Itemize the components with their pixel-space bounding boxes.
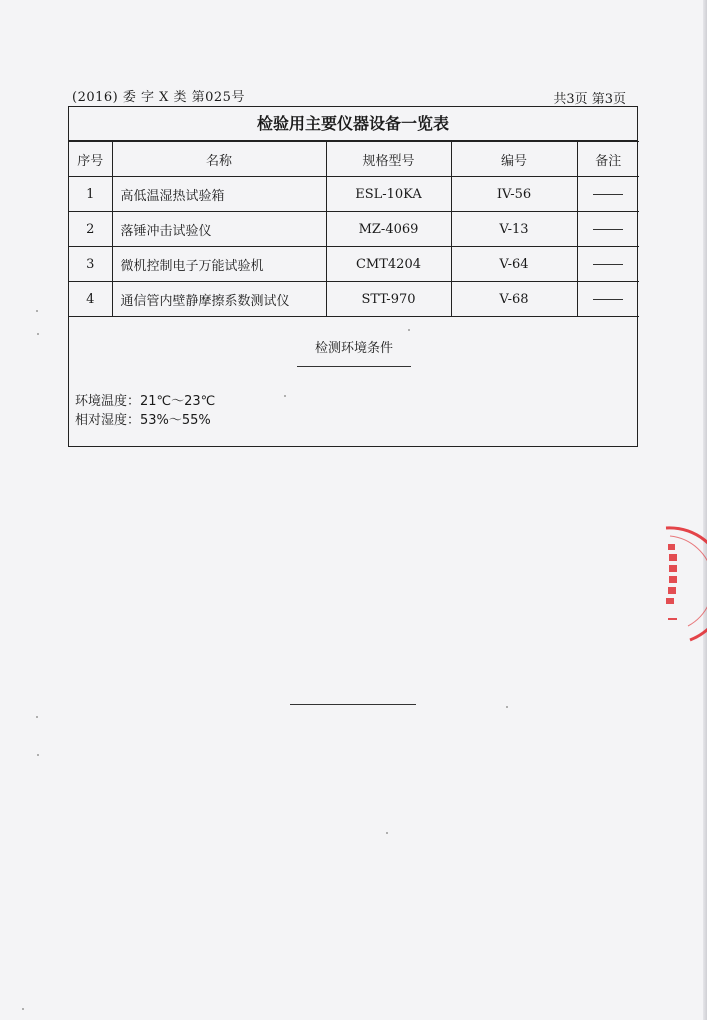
seal-glyphs [666,544,677,620]
row-code: IV-56 [451,177,577,212]
scan-speck [36,716,38,718]
row-model: CMT4204 [326,247,451,282]
scan-speck [386,832,388,834]
scan-speck [22,1008,24,1010]
remark-dash [593,194,623,195]
row-name: 通信管内壁静摩擦系数测试仪 [112,282,326,317]
row-model: STT-970 [326,282,451,317]
end-rule [290,704,416,705]
column-header-code: 编号 [451,142,577,177]
row-remark [577,282,639,317]
scan-speck [284,395,286,397]
environment-humidity: 相对湿度：53%～55% [75,413,211,428]
row-model: ESL-10KA [326,177,451,212]
row-remark [577,212,639,247]
column-header-no: 序号 [69,142,112,177]
environment-title: 检测环境条件 [297,337,411,367]
table-row [69,177,639,212]
row-remark [577,247,639,282]
page-count: 共3页 第3页 [553,92,626,107]
column-header-model: 规格型号 [326,142,451,177]
scan-speck [36,310,38,312]
row-name: 高低温湿热试验箱 [112,177,326,212]
table-row [69,212,639,247]
page-edge [703,0,707,1020]
environment-temperature: 环境温度：21℃～23℃ [75,394,216,409]
scan-speck [506,706,508,708]
table-header-row [69,142,639,177]
row-no: 4 [69,282,112,317]
scan-speck [37,333,39,335]
row-no: 3 [69,247,112,282]
table-title: 检验用主要仪器设备一览表 [69,107,637,141]
column-header-remark: 备注 [577,142,639,177]
remark-dash [593,264,623,265]
table-row [69,247,639,282]
remark-dash [593,299,623,300]
table-row [69,282,639,317]
equipment-frame [68,106,638,447]
equipment-table [69,141,639,317]
scan-speck [408,329,410,331]
inspection-seal-stamp [660,522,707,642]
row-code: V-13 [451,212,577,247]
remark-dash [593,229,623,230]
row-code: V-68 [451,282,577,317]
scan-speck [37,754,39,756]
row-no: 1 [69,177,112,212]
column-header-name: 名称 [112,142,326,177]
document-number: (2016) 委 字 X 类 第025号 [72,90,245,105]
row-name: 微机控制电子万能试验机 [112,247,326,282]
row-model: MZ-4069 [326,212,451,247]
row-code: V-64 [451,247,577,282]
row-remark [577,177,639,212]
row-name: 落锤冲击试验仪 [112,212,326,247]
row-no: 2 [69,212,112,247]
